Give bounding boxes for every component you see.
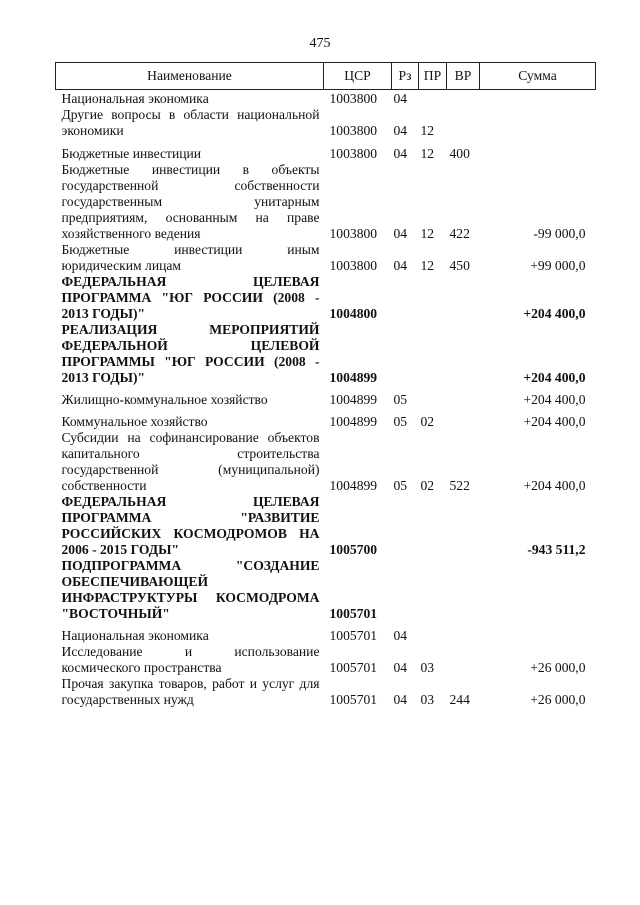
cell-sum: +26 000,0 bbox=[530, 660, 586, 675]
cell-name: Бюджетные инвестиции иным юридическим лицам bbox=[61, 242, 320, 273]
cell-name: Бюджетные инвестиции bbox=[61, 146, 202, 161]
cell-rz bbox=[392, 274, 419, 322]
cell-sum: +204 400,0 bbox=[523, 414, 586, 429]
cell-sum bbox=[480, 139, 596, 162]
cell-sum: +204 400,0 bbox=[523, 478, 586, 493]
budget-table bbox=[55, 62, 596, 708]
cell-name: ФЕДЕРАЛЬНАЯ ЦЕЛЕВАЯ ПРОГРАММА "ЮГ РОССИИ (2008 - 2013 ГОДЫ)" bbox=[61, 274, 320, 321]
header-rz: Рз bbox=[392, 63, 419, 90]
header-pr: ПР bbox=[419, 63, 447, 90]
table-row bbox=[56, 242, 596, 274]
cell-csr: 1004800 bbox=[329, 306, 378, 321]
cell-csr: 1005701 bbox=[329, 660, 378, 675]
cell-sum: +204 400,0 bbox=[523, 392, 586, 407]
page-number: 475 bbox=[309, 36, 331, 51]
cell-pr: 12 bbox=[420, 226, 435, 241]
cell-csr: 1004899 bbox=[329, 392, 378, 407]
table-row bbox=[56, 622, 596, 644]
cell-rz bbox=[392, 558, 419, 622]
cell-vr bbox=[447, 494, 480, 558]
table-row bbox=[56, 408, 596, 430]
cell-name: ФЕДЕРАЛЬНАЯ ЦЕЛЕВАЯ ПРОГРАММА "РАЗВИТИЕ РОССИЙСКИХ КОСМОДРОМОВ НА 2006 - 2015 ГОДЫ" bbox=[61, 494, 320, 557]
table-row bbox=[56, 386, 596, 408]
cell-sum bbox=[480, 90, 596, 108]
cell-sum: +26 000,0 bbox=[530, 692, 586, 707]
cell-vr: 450 bbox=[449, 258, 470, 273]
cell-pr bbox=[419, 90, 447, 108]
cell-pr: 02 bbox=[420, 478, 435, 493]
table-row bbox=[56, 676, 596, 708]
cell-name: ПОДПРОГРАММА "СОЗДАНИЕ ОБЕСПЕЧИВАЮЩЕЙ ИНФРАСТРУКТУРЫ КОСМОДРОМА "ВОСТОЧНЫЙ" bbox=[61, 558, 320, 621]
cell-pr bbox=[419, 322, 447, 386]
cell-name: Бюджетные инвестиции в объекты государственной собственности государственным унитарным предприятиям, основанным на праве хозяйственного ведения bbox=[61, 162, 320, 241]
cell-rz: 04 bbox=[393, 692, 408, 707]
cell-vr bbox=[447, 90, 480, 108]
cell-sum: +204 400,0 bbox=[523, 306, 586, 321]
table-row bbox=[56, 644, 596, 676]
cell-name: Жилищно-коммунальное хозяйство bbox=[61, 392, 268, 407]
cell-vr: 522 bbox=[449, 478, 470, 493]
table-row bbox=[56, 430, 596, 494]
header-sum: Сумма bbox=[480, 63, 596, 90]
cell-rz: 05 bbox=[393, 414, 408, 429]
cell-csr: 1005701 bbox=[329, 628, 378, 643]
cell-rz: 05 bbox=[393, 392, 408, 407]
cell-vr bbox=[447, 644, 480, 676]
table-row bbox=[56, 162, 596, 242]
cell-csr: 1003800 bbox=[329, 226, 378, 241]
table-row bbox=[56, 274, 596, 322]
cell-vr: 422 bbox=[449, 226, 470, 241]
cell-pr bbox=[419, 274, 447, 322]
cell-vr bbox=[447, 322, 480, 386]
cell-csr: 1003800 bbox=[329, 123, 378, 138]
cell-pr: 03 bbox=[420, 660, 435, 675]
cell-name: Национальная экономика bbox=[61, 91, 209, 106]
cell-vr bbox=[447, 274, 480, 322]
header-csr: ЦСР bbox=[324, 63, 392, 90]
table-row bbox=[56, 558, 596, 622]
cell-pr bbox=[419, 386, 447, 408]
cell-csr: 1003800 bbox=[329, 258, 378, 273]
cell-csr: 1005701 bbox=[329, 692, 378, 707]
cell-name: Субсидии на софинансирование объектов капитального строительства государственной (муниципальной) собственности bbox=[61, 430, 320, 493]
cell-name: Национальная экономика bbox=[61, 628, 209, 643]
cell-vr: 244 bbox=[449, 692, 470, 707]
cell-pr: 12 bbox=[420, 258, 435, 273]
header-name: Наименование bbox=[56, 63, 324, 90]
cell-csr: 1005700 bbox=[329, 542, 378, 557]
cell-name: Другие вопросы в области национальной экономики bbox=[61, 107, 320, 138]
cell-sum: +204 400,0 bbox=[523, 370, 586, 385]
cell-rz: 05 bbox=[393, 478, 408, 493]
cell-csr: 1004899 bbox=[329, 370, 378, 385]
table-row bbox=[56, 322, 596, 386]
table-row bbox=[56, 139, 596, 162]
cell-name: Прочая закупка товаров, работ и услуг для государственных нужд bbox=[61, 676, 320, 707]
cell-vr: 400 bbox=[449, 146, 470, 161]
table-body bbox=[56, 90, 596, 709]
cell-pr: 02 bbox=[420, 414, 435, 429]
cell-rz: 04 bbox=[393, 660, 408, 675]
cell-csr: 1004899 bbox=[329, 414, 378, 429]
cell-rz: 04 bbox=[393, 123, 408, 138]
cell-rz: 04 bbox=[393, 628, 408, 643]
cell-pr bbox=[419, 494, 447, 558]
cell-rz: 04 bbox=[393, 91, 408, 106]
cell-csr: 1005701 bbox=[329, 606, 378, 621]
table-row bbox=[56, 107, 596, 139]
cell-pr: 12 bbox=[420, 123, 435, 138]
cell-pr bbox=[419, 558, 447, 622]
cell-vr bbox=[447, 408, 480, 430]
cell-name: РЕАЛИЗАЦИЯ МЕРОПРИЯТИЙ ФЕДЕРАЛЬНОЙ ЦЕЛЕВОЙ ПРОГРАММЫ "ЮГ РОССИИ (2008 - 2013 ГОДЫ)" bbox=[61, 322, 320, 385]
cell-rz: 04 bbox=[393, 146, 408, 161]
cell-sum bbox=[480, 622, 596, 644]
cell-vr bbox=[447, 386, 480, 408]
cell-rz bbox=[392, 322, 419, 386]
cell-csr: 1003800 bbox=[329, 146, 378, 161]
cell-rz: 04 bbox=[393, 226, 408, 241]
header-vr: ВР bbox=[447, 63, 480, 90]
cell-sum: -99 000,0 bbox=[533, 226, 586, 241]
cell-sum bbox=[480, 558, 596, 622]
cell-pr: 03 bbox=[420, 692, 435, 707]
cell-pr bbox=[419, 622, 447, 644]
cell-name: Коммунальное хозяйство bbox=[61, 414, 208, 429]
cell-csr: 1003800 bbox=[329, 91, 378, 106]
cell-rz: 04 bbox=[393, 258, 408, 273]
cell-sum: +99 000,0 bbox=[530, 258, 586, 273]
cell-vr bbox=[447, 622, 480, 644]
table-row bbox=[56, 90, 596, 108]
cell-pr: 12 bbox=[420, 146, 435, 161]
cell-vr bbox=[447, 107, 480, 139]
cell-sum bbox=[480, 107, 596, 139]
table-header bbox=[56, 63, 596, 90]
cell-name: Исследование и использование космического пространства bbox=[61, 644, 320, 675]
cell-csr: 1004899 bbox=[329, 478, 378, 493]
table-row bbox=[56, 494, 596, 558]
cell-rz bbox=[392, 494, 419, 558]
cell-vr bbox=[447, 558, 480, 622]
cell-sum: -943 511,2 bbox=[527, 542, 586, 557]
